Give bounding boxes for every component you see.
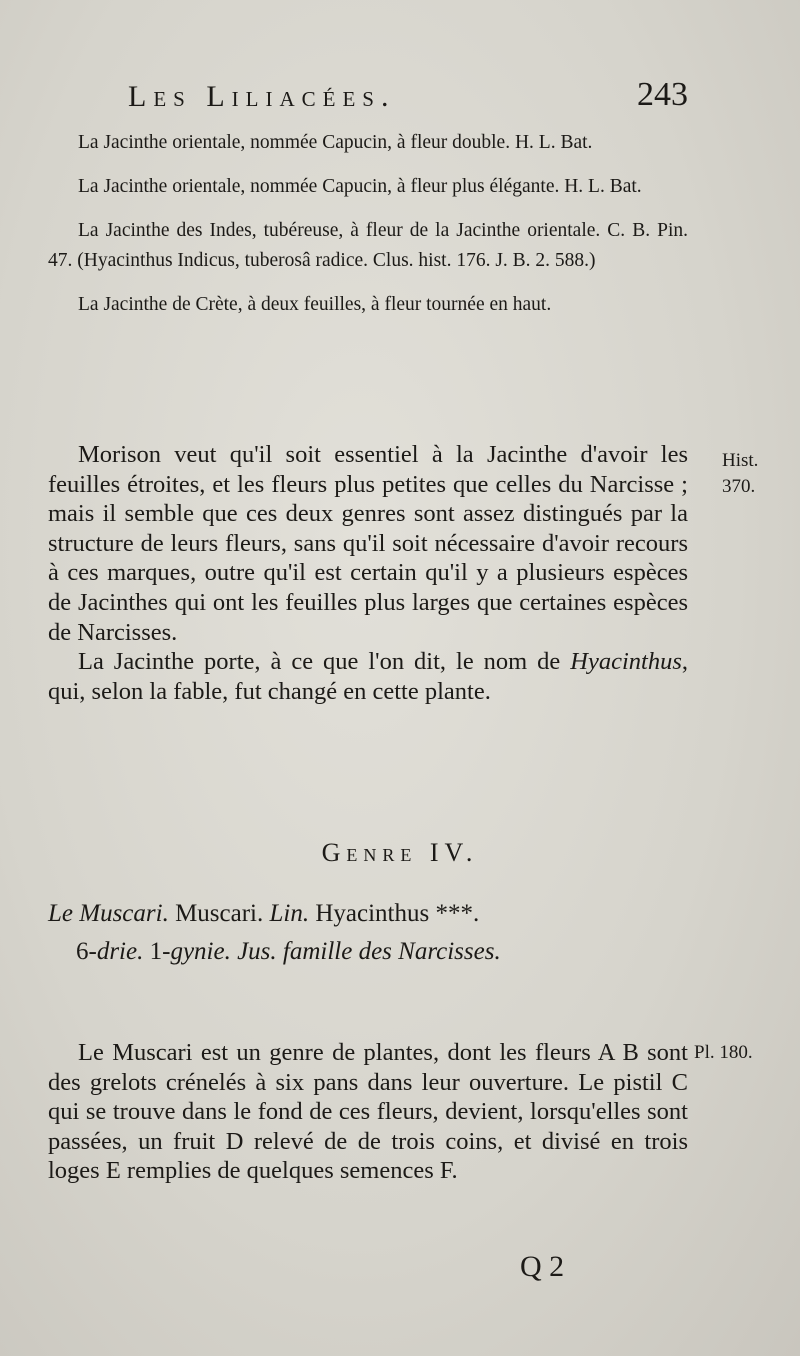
variety-entry: La Jacinthe orientale, nommée Capucin, à fleur double. H. L. Bat. — [78, 132, 593, 153]
main-text-jacinthe — [48, 440, 688, 706]
paragraph-name-origin — [48, 647, 688, 706]
genus-name-italic: Le Muscari. — [48, 900, 169, 927]
variety-list — [48, 128, 688, 334]
class-name-2: gynie. — [170, 938, 231, 965]
class-name-1: drie. — [96, 938, 144, 965]
genus-name-roman: Muscari. — [175, 900, 264, 927]
linnaeus-ref: Lin. — [269, 900, 310, 927]
class-number-2: 1- — [149, 938, 171, 965]
paragraph-name-after: , qui, selon la fable, fut changé en cette plante. — [48, 648, 688, 705]
margin-note-hist-label: Hist. — [722, 450, 759, 471]
margin-note-hist-number: 370. — [722, 476, 756, 497]
running-title: Les Liliacées. — [128, 80, 396, 113]
margin-note-hist — [722, 448, 758, 500]
genus-heading — [48, 895, 688, 971]
genre-heading: Genre IV. — [321, 838, 479, 867]
signature-mark: Q 2 — [520, 1250, 565, 1283]
margin-note-plate: Pl. 180. — [694, 1042, 753, 1063]
variety-entry: La Jacinthe orientale, nommée Capucin, à fleur plus élégante. H. L. Bat. — [78, 176, 642, 197]
variety-entry: La Jacinthe des Indes, tubéreuse, à fleur de la Jacinthe orientale. C. B. Pin. 47. (Hyacinthus Indicus, tuberosâ radice. Clus. hist. 176. J. B. 2. 588.) — [48, 220, 688, 271]
linnaeus-name: Hyacinthus ***. — [315, 900, 480, 927]
page-number: 243 — [637, 76, 688, 113]
class-number-1: 6- — [76, 938, 97, 965]
main-text-muscari — [48, 1038, 688, 1186]
hyacinthus-italic: Hyacinthus — [570, 648, 682, 676]
paragraph-name-before: La Jacinthe porte, à ce que l'on dit, le nom de — [78, 648, 571, 676]
paragraph-muscari: Le Muscari est un genre de plantes, dont les fleurs A B sont des grelots crénelés à six pans dans leur ouverture. Le pistil C qui se trouve dans le fond de ces fleurs, devient, lorsqu'elles sont passées, un fruit D relevé de de trois coins, et divisé en trois loges E remplies de quelques semences F. — [48, 1039, 688, 1185]
page-header — [128, 76, 688, 120]
jussieu-family: Jus. famille des Narcisses. — [237, 938, 501, 965]
variety-entry: La Jacinthe de Crète, à deux feuilles, à fleur tournée en haut. — [78, 294, 552, 315]
paragraph-morison: Morison veut qu'il soit essentiel à la Jacinthe d'avoir les feuilles étroites, et les fleurs plus petites que celles du Narcisse ; mais il semble que ces deux genres sont assez distingués par la structure de leurs fleurs, sans qu'il soit nécessaire d'avoir recours à ces marques, outre qu'il est certain qu'il y a plusieurs espèces de Jacinthes qui ont les feuilles plus larges que certaines espèces de Narcisses. — [48, 441, 688, 646]
